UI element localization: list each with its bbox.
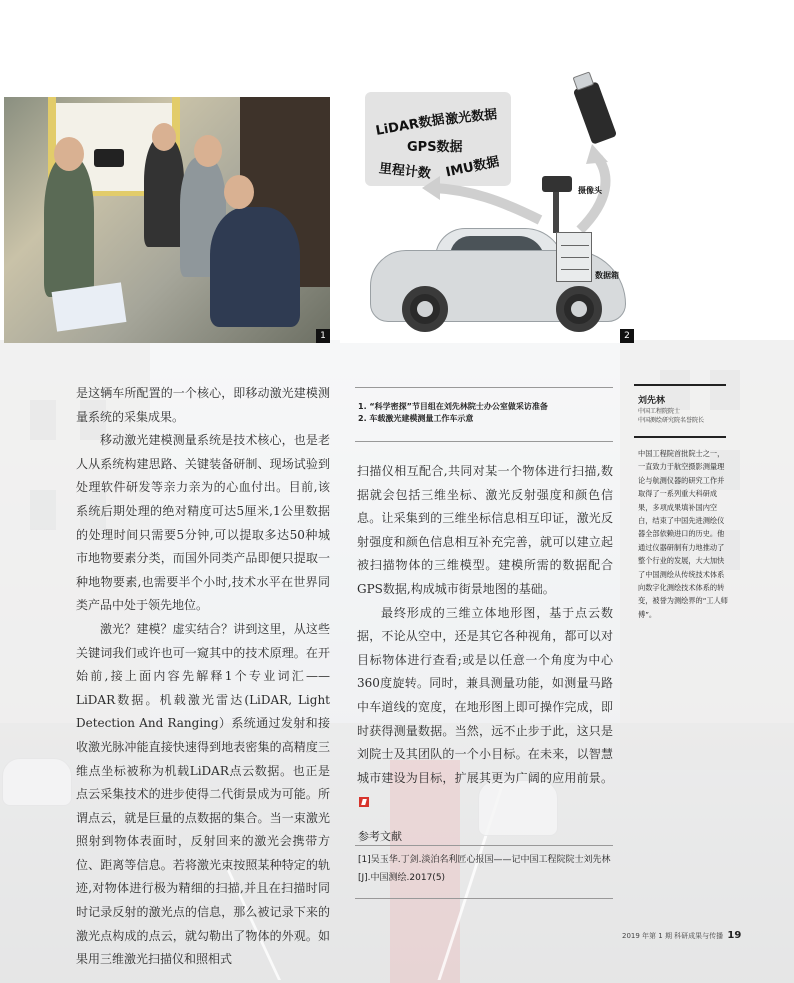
camera-icon (542, 176, 572, 192)
data-box-label: 数据箱 (595, 271, 619, 280)
left-column-text (76, 382, 330, 972)
page-number: 19 (727, 930, 742, 941)
references-title: 参考文献 (358, 830, 402, 843)
sidebar-top-rule (634, 384, 726, 386)
photo-number-2: 2 (620, 329, 634, 343)
paragraph: 是这辆车所配置的一个核心，即移动激光建模测量系统的采集成果。 (76, 386, 330, 424)
caption-2: 2. 车载激光建模测量工作车示意 (358, 414, 474, 423)
page-footer (622, 930, 741, 941)
lidar-car-diagram (340, 80, 634, 343)
photo-number-1: 1 (316, 329, 330, 343)
bubble-gps-label: GPS数据 (407, 140, 463, 155)
bubble-laser-label: 激光数据 (444, 107, 498, 128)
office-interview-photo (4, 97, 330, 343)
paragraph (357, 602, 613, 814)
sidebar-person-name: 刘先林 (638, 396, 666, 406)
reference-item: [1]吴玉华.丁剑.淡泊名利匠心报国——记中国工程院院士刘先林[J].中国测绘.2017(5) (358, 855, 611, 883)
sidebar-title-1: 中国工程院院士 (638, 408, 681, 415)
middle-column-text (357, 460, 613, 814)
paragraph-text: 最终形成的三维立体地形图，基于点云数据，不论从空中，还是其它各种视角，都可以对目标物体进行查看;或是以任意一个角度为中心360度旋转。同时，兼具测量功能，如测量马路中车道线的宽度，在地形图上即可操作完成，即时获得测量数据。当然，远不止步于此，这只是刘院士及其团队的一个小目标。在未来，以智慧城市建设为目标，扩展其更为广阔的应用前景。 (357, 605, 613, 785)
caption-1: 1. “科学密探”节目组在刘先林院士办公室做采访准备 (358, 402, 548, 411)
footer-issue: 2019 年第 1 期 科研成果与传播 (622, 932, 724, 940)
references-rule (355, 845, 613, 846)
paragraph: 移动激光建模测量系统是技术核心，也是老人从系统构建思路、关键装备研制、现场试验到处理软件研发等亲力亲为的心血付出。目前,该系统后期处理的绝对精度可达5厘米,1公里数据的处理时间只需要5分钟,可以提取多达50种城市地物要素分类，而国外同类产品即便只提取一种地物要素,也需要半个小时,技术水平在世界同类产品中处于领先地位。 (76, 433, 330, 613)
bubble-lidar-label: LiDAR数据 (374, 112, 446, 139)
camera-label: 摄像头 (578, 186, 602, 195)
sidebar-title-2: 中国测绘研究院名誉院长 (638, 417, 705, 424)
references-bottom-rule (355, 898, 613, 899)
data-box-icon (556, 232, 592, 282)
paragraph: 激光？建模？虚实结合？讲到这里，从这些关键词我们或许也可一窥其中的技术原理。在开始前,接上面内容先解释1个专业词汇——LiDAR数据。机载激光雷达(LiDAR, Light Detection And Ranging）系统通过发射和接收激光脉冲能直接快速得到地表密集的高精度三维点坐标被称为机载LiDAR点云数据。也正是点云采集技术的进步使得二代街景成为可能。所谓点云，就是巨量的点数据的集合。当一束激光照射到物体表面时，反射回来的激光会携带方位、距离等信息。若将激光束按照某种特定的轨迹,对物体进行极为精细的扫描,并且在扫描时同时记录反射的激光点的信息，那么被记录下来的激光点构成的点云，就勾勒出了物体的外观。如果用三维激光扫描仪和照相式 (76, 621, 330, 967)
bubble-odometer-label: 里程计数 (378, 161, 432, 182)
sidebar-bio: 中国工程院首批院士之一，一直致力于航空摄影测量理论与航测仪器的研究工作并取得了一系列重大科研成果，多项成果填补国内空白，结束了中国先进测绘仪器全部依赖进口的历史。他通过仪器研制有力地推动了整个行业的发展，大大加快了中国测绘从传统技术体系向数字化测绘技术体系的转变，被誉为测绘界的“工人师傅”。 (638, 449, 728, 619)
sidebar-mid-rule (634, 436, 726, 438)
paragraph: 扫描仪相互配合,共同对某一个物体进行扫描,数据就会包括三维坐标、激光反射强度和颜色信息。让采集到的三维坐标信息相互印证，激光反射强度和颜色信息相互补充完善，就可以建立起被扫描物体的三维模型。建模所需的数据配合GPS数据,构成城市街景地图的基础。 (357, 464, 613, 596)
caption-top-rule (355, 387, 613, 388)
article-end-icon (359, 797, 369, 807)
caption-bottom-rule (355, 441, 613, 442)
bubble-imu-label: IMU数据 (444, 154, 501, 181)
